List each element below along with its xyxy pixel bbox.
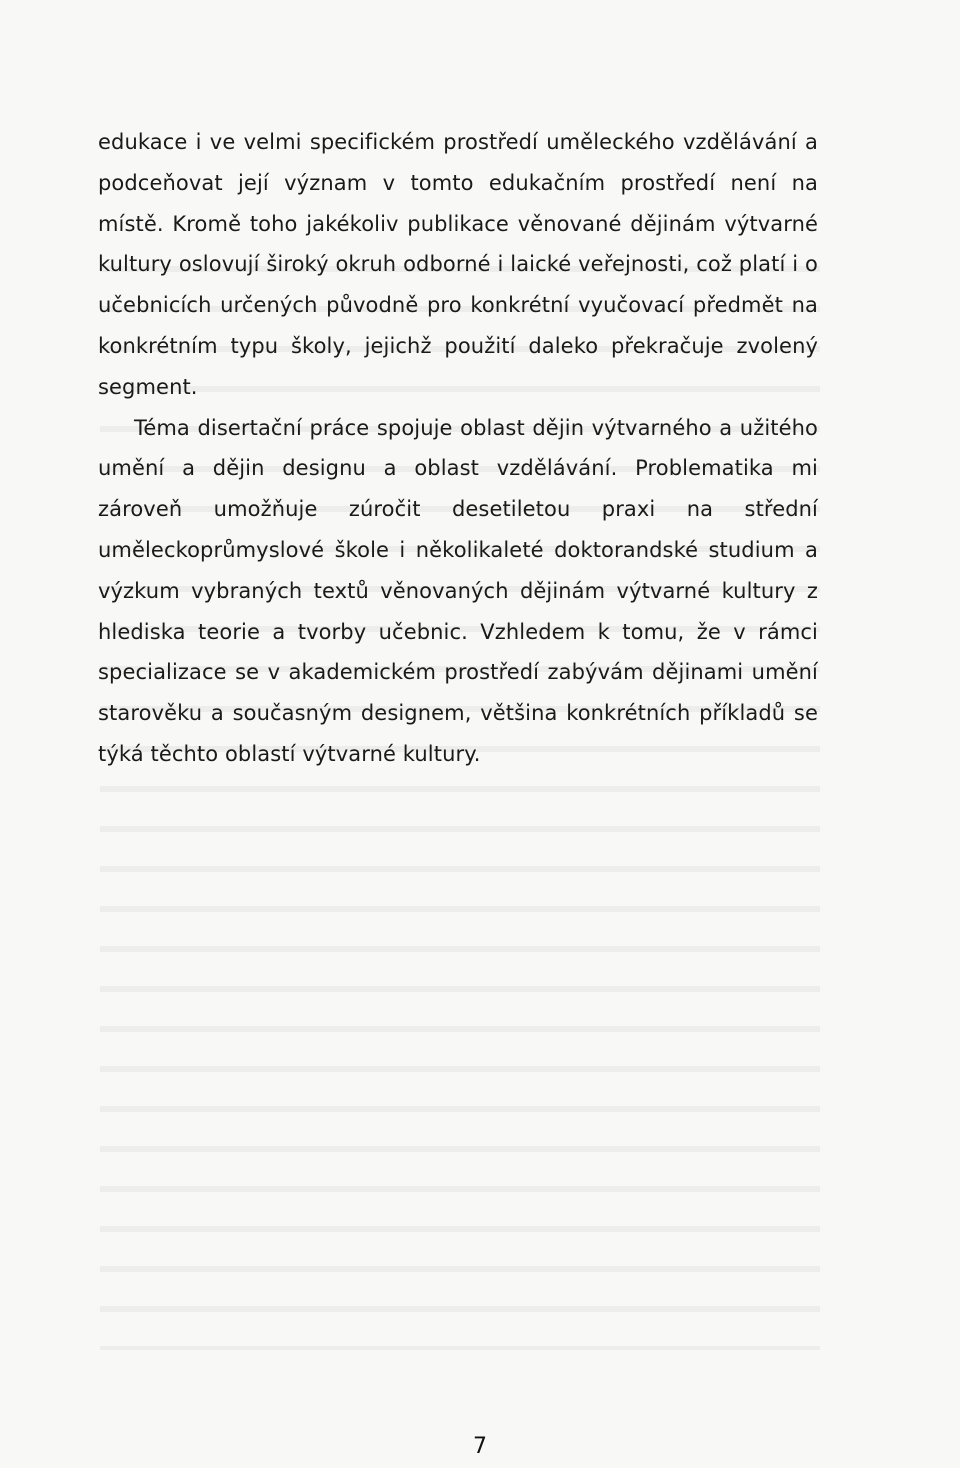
paragraph-1: edukace i ve velmi specifickém prostředí uměleckého vzdělávání a podceňovat její význam v tomto edukačním prostředí není na místě. Kromě toho jakékoliv publikace věnované dějinám výtvarné kultury oslovují široký okruh odborné i laické veřejnosti, což platí i o učebnicích určených původně pro konkrétní vyučovací předmět na konkrétním typu školy, jejichž použití daleko překračuje zvolený segment. — [98, 130, 818, 399]
paragraph-2: Téma disertační práce spojuje oblast dějin výtvarného a užitého umění a dějin designu a oblast vzdělávání. Problematika mi zároveň umožňuje zúročit desetiletou praxi na střední uměleckoprůmyslové škole i několikaleté doktorandské studium a výzkum vybraných textů věnovaných dějinám výtvarné kultury z hlediska teorie a tvorby učebnic. Vzhledem k tomu, že v rámci specializace se v akademickém prostředí zabývám dějinami umění starověku a současným designem, většina konkrétních příkladů se týká těchto oblastí výtvarné kultury. — [98, 415, 818, 766]
page-number: 7 — [473, 1434, 487, 1459]
body-text — [98, 122, 818, 775]
